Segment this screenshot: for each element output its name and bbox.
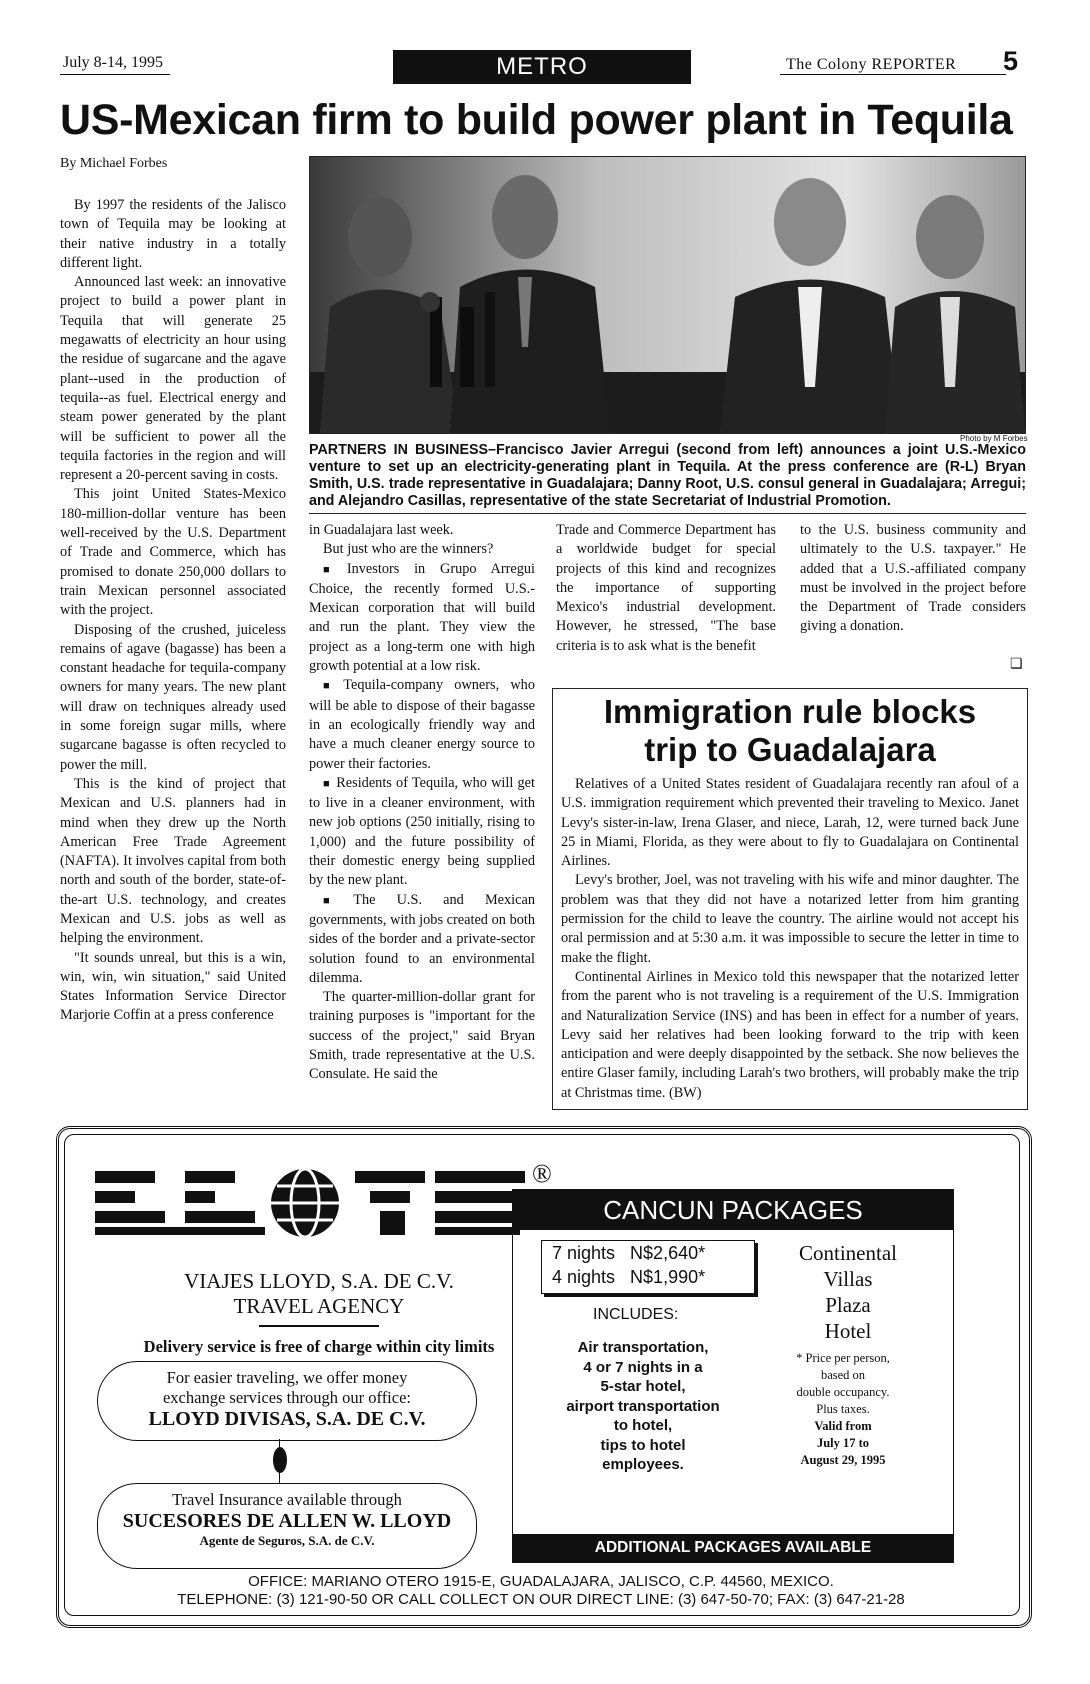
price-4-nights: 4 nights N$1,990*	[552, 1267, 706, 1287]
money-office-name: LLOYD DIVISAS, S.A. DE C.V.	[148, 1408, 426, 1430]
article-paragraph: The quarter-million-dollar grant for training purposes is "important for the success of the project," said Bryan Smith, trade representative at the U.S. Consulate. He said the	[309, 989, 535, 1083]
immigration-body	[553, 775, 1027, 1103]
immigration-article-box	[552, 688, 1028, 1110]
include-item: to hotel,	[613, 1417, 673, 1434]
agency-name	[99, 1269, 539, 1319]
office-address: OFFICE: MARIANO OTERO 1915-E, GUADALAJARA, JALISCO, C.P. 44560, MEXICO.	[248, 1573, 834, 1590]
footnote-line: Plus taxes.	[816, 1402, 870, 1416]
package-footnote	[768, 1350, 918, 1469]
include-item: airport transportation	[566, 1397, 720, 1415]
article-paragraph: Continental Airlines in Mexico told this newspaper that the notarized letter from the parent who is not traveling is a requirement of the U.S. Immigration and Naturalization Service (INS) and has been in effect for a number of years. Levy said her relatives had been looking forward to the trip with keen anticipation and were deeply disappointed by the setback. She now believes the entire Glaser family, including Larah's two brothers, will probably make the trip at Christmas time. (BW)	[561, 968, 1019, 1101]
footnote-line: July 17 to	[816, 1436, 870, 1450]
lloyd-logo	[95, 1161, 535, 1241]
article-paragraph: By 1997 the residents of the Jalisco town of Tequila may be looking at their native industry in a totally different light.	[60, 197, 286, 271]
price-box	[541, 1240, 755, 1294]
article-paragraph: in Guadalajara last week.	[309, 522, 454, 538]
cancun-panel	[512, 1189, 954, 1563]
winner-bullet: ■ Investors in Grupo Arregui Choice, the recently formed U.S.-Mexican corporation that will build and run the plant. They view the project as a long-term one with high growth potential at a low risk.	[309, 560, 535, 677]
article-paragraph: This joint United States-Mexico 180-million-dollar venture has been well-received by the U.S. Department of Trade and Commerce, which has promised to donate 250,000 dollars to train Mexican personnel associated with the project.	[60, 486, 286, 619]
end-mark-icon: ❏	[1010, 657, 1023, 672]
press-conference-photo	[309, 156, 1026, 434]
price-7-nights: 7 nights N$2,640*	[552, 1243, 706, 1263]
footnote-line: based on	[820, 1368, 866, 1382]
agency-company: VIAJES LLOYD, S.A. DE C.V.	[184, 1269, 454, 1293]
footnote-line: August 29, 1995	[800, 1453, 886, 1467]
additional-packages-banner: ADDITIONAL PACKAGES AVAILABLE	[513, 1534, 953, 1562]
insurance-line: Travel Insurance available through	[172, 1490, 402, 1509]
agency-divider	[259, 1325, 379, 1327]
include-item: employees.	[602, 1456, 684, 1473]
winner-bullet: ■ The U.S. and Mexican governments, with jobs created on both sides of the border and a private-sector solution found to an environmental dilemma.	[309, 891, 535, 988]
hotel-line: Continental	[799, 1241, 897, 1265]
connector-line	[279, 1439, 280, 1483]
headline-power-plant: US-Mexican firm to build power plant in Tequila	[60, 96, 1013, 144]
article-paragraph: This is the kind of project that Mexican and U.S. planners had in mind when they drew up the North American Free Trade Agreement (NAFTA). It involves capital from both north and south of the border, state-of-the-art U.S. technology, and creates Mexican and U.S. jobs as well as helping the environment.	[60, 775, 286, 947]
press-conference-photo-art	[310, 157, 1025, 433]
insurance-company: SUCESORES DE ALLEN W. LLOYD	[122, 1510, 452, 1532]
section-banner	[393, 50, 691, 84]
article-paragraph: Disposing of the crushed, juiceless remains of agave (bagasse) has been a constant headache for tequila-company owners for many years. The new plant will draw on techniques already used in some foreign sugar mills, where sugarcane bagasse is often recycled to power the mill.	[60, 621, 286, 773]
include-item: 5-star hotel,	[600, 1378, 686, 1395]
article-paragraph: "It sounds unreal, but this is a win, win, win, win situation," said United States Information Service Director Marjorie Coffin at a press conference	[60, 949, 286, 1024]
hotel-line: Hotel	[824, 1319, 872, 1343]
money-line: For easier traveling, we offer money	[166, 1368, 408, 1387]
article-column-3	[556, 521, 776, 656]
money-exchange-box	[97, 1361, 477, 1441]
photo-credit: Photo by M Forbes	[960, 434, 1028, 443]
article-paragraph: to the U.S. business community and ultimately to the U.S. taxpayer." He added that a U.S.-affiliated company must be involved in the project before the Department of Trade considers giving a donation.	[800, 522, 1026, 635]
footnote-line: Valid from	[814, 1419, 872, 1433]
page-number: 5	[1003, 46, 1019, 76]
lloyd-advertisement	[56, 1126, 1032, 1628]
winner-bullet: ■ Residents of Tequila, who will get to live in a cleaner environment, with new job options (250 initially, rising to 1,000) and the future possibility of their domestic energy being supplied by the new plant.	[309, 774, 535, 891]
byline: By Michael Forbes	[60, 156, 168, 171]
telephone-line: TELEPHONE: (3) 121-90-50 OR CALL COLLECT ON OUR DIRECT LINE: (3) 647-50-70; FAX: (3) 647-21-28	[177, 1591, 905, 1608]
delivery-note: Delivery service is free of charge within city limits	[143, 1337, 495, 1356]
cancun-title: CANCUN PACKAGES	[513, 1190, 953, 1230]
connector-dot	[273, 1447, 287, 1473]
article-paragraph: Levy's brother, Joel, was not traveling with his wife and minor daughter. The problem was that they did not have a notarized letter from him granting permission for the child to leave the country. The airline would not accept his oral permission and at 5:30 a.m. it was impossible to secure the letter in time to make the flight.	[561, 872, 1019, 966]
registered-mark: ®	[532, 1159, 552, 1188]
article-paragraph: Announced last week: an innovative project to build a power plant in Tequila that will generate 25 megawatts of electricity an hour using the residue of sugarcane and the agave plant--used in the production of tequila--as fuel. Electrical energy and steam power generated by the plant will be sufficient to power all the tequila factories in the region and will represent a 20-percent saving in costs.	[60, 274, 286, 484]
money-line: exchange services through our office:	[162, 1388, 411, 1407]
footnote-line: * Price per person,	[796, 1351, 890, 1365]
newspaper-name: The Colony REPORTER	[786, 56, 957, 73]
includes-list	[523, 1338, 763, 1475]
article-paragraph: Trade and Commerce Department has a worldwide budget for special projects of this kind and recognizes the importance of supporting Mexico's industrial development. However, he stressed, "The base criteria is to ask what is the benefit	[556, 522, 776, 654]
agency-subtitle: TRAVEL AGENCY	[233, 1294, 405, 1318]
issue-date: July 8-14, 1995	[63, 54, 163, 71]
headline-immigration: Immigration rule blocks trip to Guadalajara	[603, 693, 977, 768]
section-label: METRO	[496, 53, 588, 80]
insurance-subtitle: Agente de Seguros, S.A. de C.V.	[199, 1533, 375, 1548]
caption-rule	[309, 513, 1026, 514]
footnote-line: double occupancy.	[796, 1385, 890, 1399]
insurance-box	[97, 1483, 477, 1569]
include-item: tips to hotel	[600, 1436, 686, 1454]
article-column-4	[800, 521, 1026, 637]
winner-bullet: ■ Tequila-company owners, who will be able to dispose of their bagasse in an ecologically friendly way and have a much cleaner energy source to power their factories.	[309, 676, 535, 773]
article-paragraph: But just who are the winners?	[323, 541, 494, 558]
photo-caption: PARTNERS IN BUSINESS–Francisco Javier Arregui (second from left) announces a joint U.S.-Mexico venture to set up an electricity-generating plant in Tequila. At the press conference are (R-L) Bryan Smith, U.S. trade representative in Guadalajara; Danny Root, U.S. consul general in Guadalajara; Arregui; and Alejandro Casillas, representative of the state Secretariat of Industrial Promotion.	[309, 442, 1026, 509]
includes-label: INCLUDES:	[593, 1306, 679, 1323]
hotel-line: Plaza	[825, 1293, 871, 1317]
hotel-name	[773, 1240, 923, 1344]
article-paragraph: Relatives of a United States resident of Guadalajara recently ran afoul of a U.S. immigration requirement which prevented their traveling to Mexico. Janet Levy's sister-in-law, Irena Glaser, and niece, Larah, 12, were turned back June 25 in Miami, Florida, as they were about to fly to Guadalajara on Continental Airlines.	[561, 776, 1019, 870]
hotel-line: Villas	[823, 1267, 873, 1291]
date-underline	[60, 74, 170, 75]
article-column-2	[309, 521, 535, 1085]
lloyd-logo-art	[95, 1161, 535, 1241]
paper-underline	[780, 74, 1006, 75]
article-column-1	[60, 196, 286, 1026]
include-item: Air transportation,	[577, 1339, 709, 1356]
include-item: 4 or 7 nights in a	[583, 1358, 703, 1376]
